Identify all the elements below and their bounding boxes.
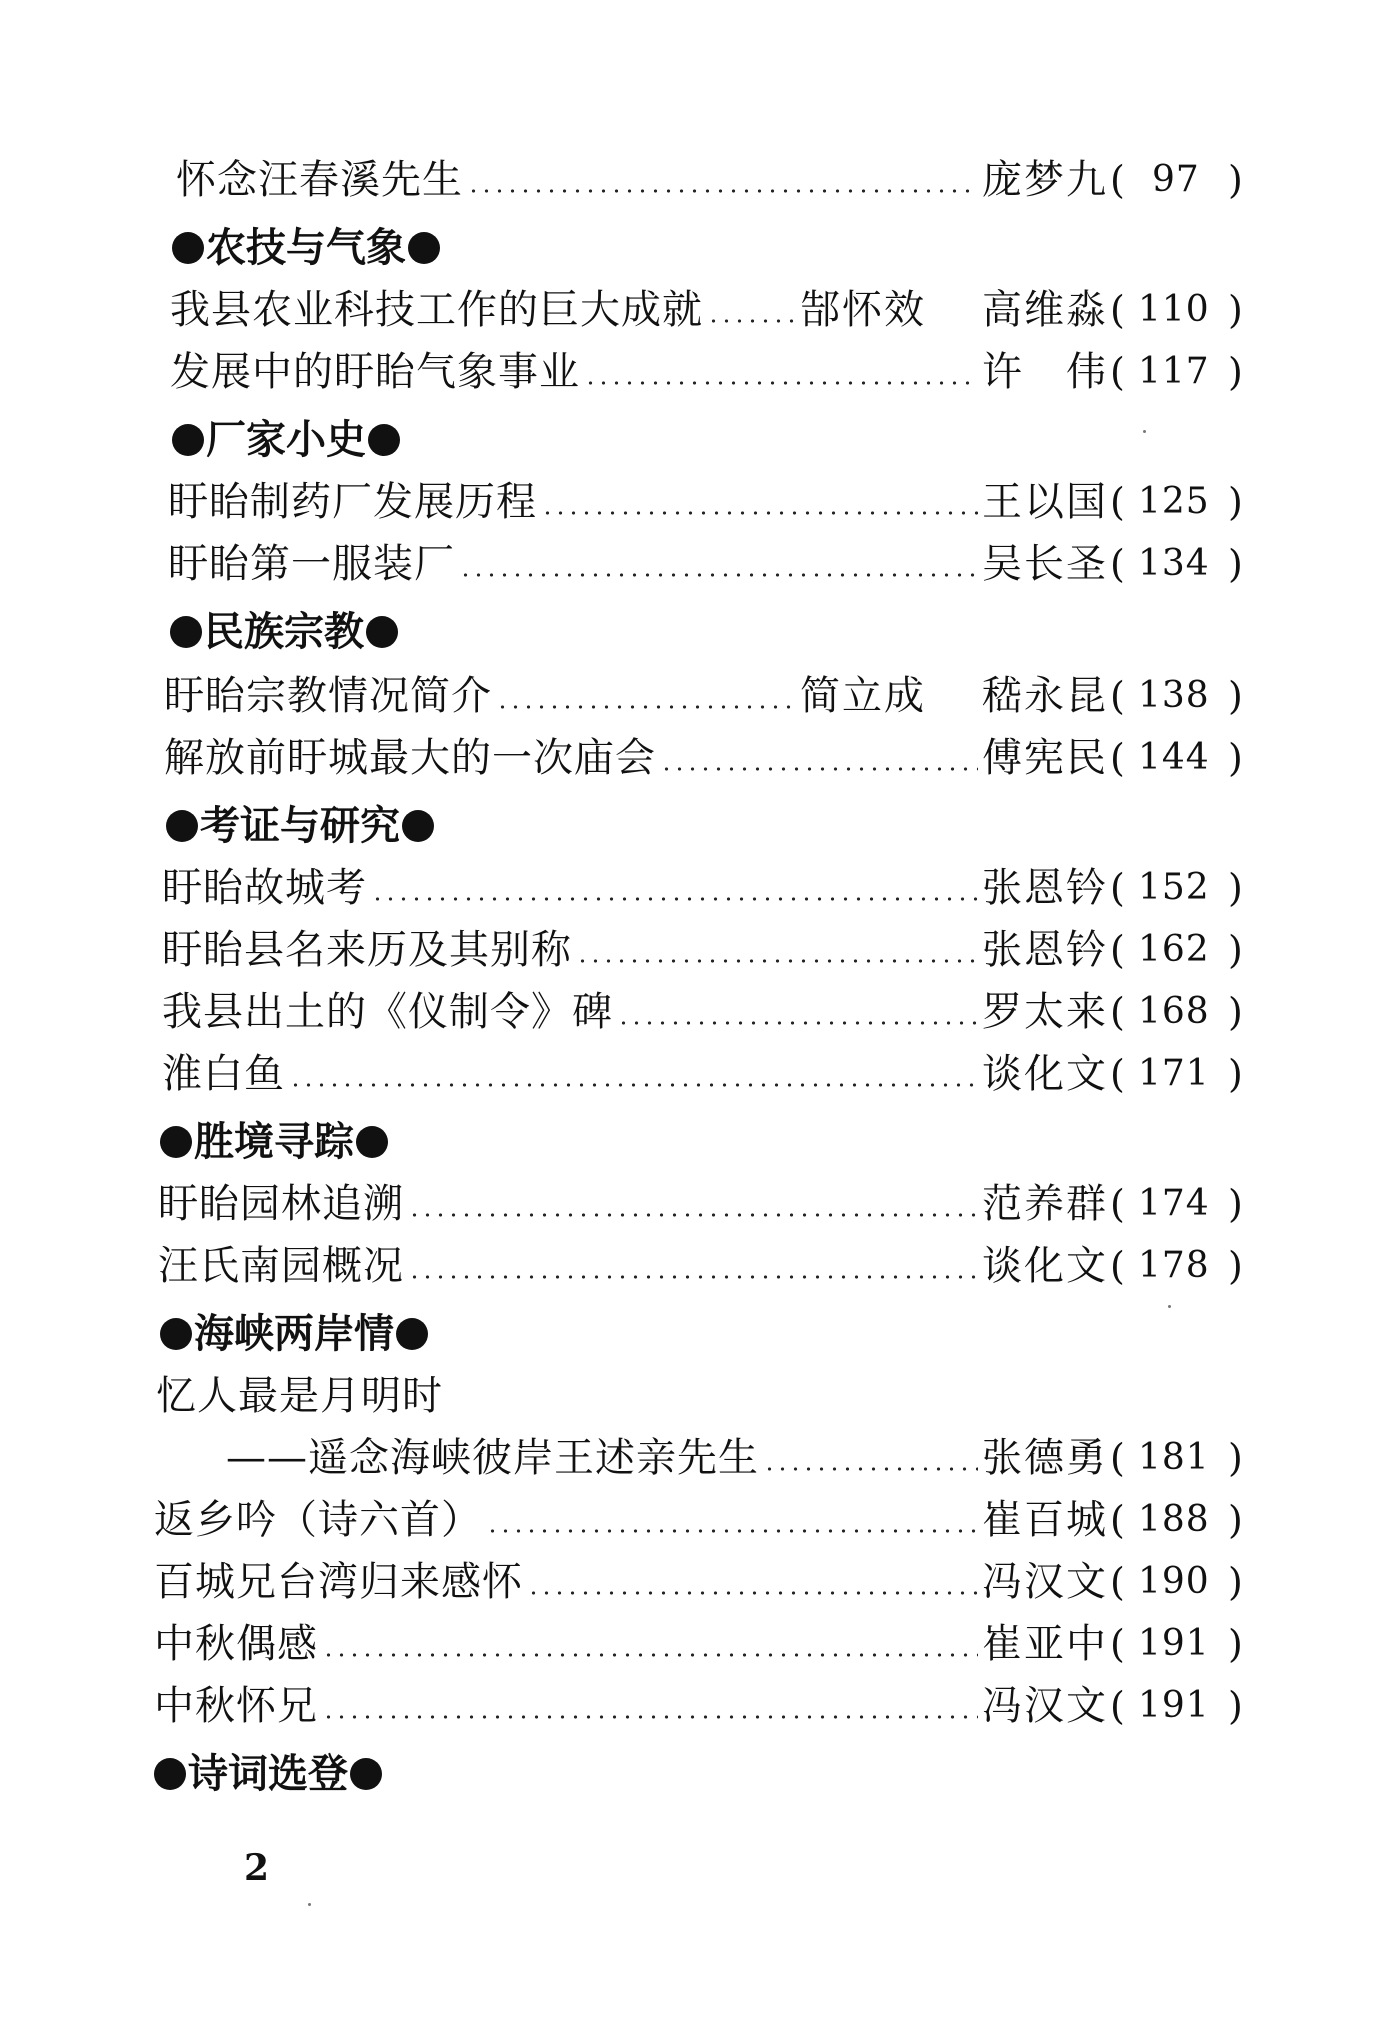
section-title: 胜境寻踪 bbox=[194, 1119, 354, 1165]
page-paren: ( bbox=[1110, 1684, 1125, 1728]
bullet-icon bbox=[172, 232, 204, 264]
entry-page-number: 174 bbox=[1138, 1183, 1210, 1224]
entry-title-text: 淮白鱼 bbox=[162, 1051, 285, 1097]
leader-dots bbox=[541, 510, 978, 516]
entry-author: 罗太来 bbox=[982, 989, 1108, 1035]
page-paren: ) bbox=[1228, 1498, 1243, 1542]
bullet-icon bbox=[368, 424, 400, 456]
entry-title bbox=[164, 664, 492, 728]
entry-author: 冯汉文 bbox=[982, 1683, 1108, 1729]
page-paren: ) bbox=[1228, 1052, 1243, 1096]
bullet-icon bbox=[160, 1126, 192, 1158]
toc-entry bbox=[0, 726, 1382, 790]
entry-title bbox=[170, 340, 580, 404]
toc-entry bbox=[0, 1550, 1382, 1614]
entry-title bbox=[156, 1364, 443, 1428]
page-paren: ( bbox=[1110, 990, 1125, 1034]
entry-page-number: 152 bbox=[1138, 867, 1210, 908]
leader-dots bbox=[486, 1528, 978, 1534]
toc-entry bbox=[0, 1674, 1382, 1738]
entry-title bbox=[158, 1172, 404, 1236]
entry-title bbox=[162, 1042, 285, 1106]
page-paren: ) bbox=[1228, 1182, 1243, 1226]
section-heading bbox=[0, 1302, 1382, 1366]
section-heading bbox=[0, 216, 1382, 280]
entry-author: 吴长圣 bbox=[982, 541, 1108, 587]
section-title: 厂家小史 bbox=[206, 417, 366, 463]
page-paren: ( bbox=[1110, 674, 1125, 718]
entry-page-number: 188 bbox=[1138, 1499, 1210, 1540]
entry-page-number: 178 bbox=[1138, 1245, 1210, 1286]
toc-entry bbox=[0, 1612, 1382, 1676]
entry-page-number: 168 bbox=[1138, 991, 1210, 1032]
page-paren: ) bbox=[1228, 1622, 1243, 1666]
leader-dots bbox=[408, 1274, 978, 1280]
bullet-icon bbox=[402, 810, 434, 842]
entry-author: 冯汉文 bbox=[982, 1559, 1108, 1605]
page-paren: ) bbox=[1228, 1560, 1243, 1604]
entry-page-number: 138 bbox=[1138, 675, 1210, 716]
leader-dots bbox=[408, 1212, 978, 1218]
page-paren: ) bbox=[1228, 480, 1243, 524]
entry-author: 嵇永昆 bbox=[982, 673, 1108, 719]
leader-dots bbox=[322, 1652, 978, 1658]
entry-title-text: 盱眙县名来历及其别称 bbox=[162, 927, 572, 973]
entry-title bbox=[176, 148, 463, 212]
toc-entry bbox=[0, 1042, 1382, 1106]
entry-author: 庞梦九 bbox=[982, 157, 1108, 203]
bullet-icon bbox=[408, 232, 440, 264]
entry-title-text: 我县出土的《仪制令》碑 bbox=[162, 989, 613, 1035]
section-label bbox=[164, 794, 436, 858]
toc-entry bbox=[0, 532, 1382, 596]
page-paren: ( bbox=[1110, 1560, 1125, 1604]
entry-author: 崔亚中 bbox=[982, 1621, 1108, 1667]
toc-entry bbox=[0, 980, 1382, 1044]
entry-page-number: 191 bbox=[1138, 1623, 1210, 1664]
bullet-icon bbox=[172, 424, 204, 456]
leader-dots bbox=[660, 766, 978, 772]
leader-dots bbox=[289, 1082, 978, 1088]
entry-title-text: 中秋怀兄 bbox=[154, 1683, 318, 1729]
page-paren: ( bbox=[1110, 1244, 1125, 1288]
toc-entry bbox=[0, 1364, 1382, 1428]
leader-dots bbox=[763, 1466, 978, 1472]
page-paren: ) bbox=[1228, 866, 1243, 910]
entry-page-number: 162 bbox=[1138, 929, 1210, 970]
section-title: 农技与气象 bbox=[206, 225, 406, 271]
entry-title-text: 发展中的盱眙气象事业 bbox=[170, 349, 580, 395]
entry-page-number: 134 bbox=[1138, 543, 1210, 584]
page-paren: ( bbox=[1110, 1436, 1125, 1480]
page-paren: ( bbox=[1110, 866, 1125, 910]
section-heading bbox=[0, 1110, 1382, 1174]
page-paren: ( bbox=[1110, 1498, 1125, 1542]
bullet-icon bbox=[170, 616, 202, 648]
entry-author: 傅宪民 bbox=[982, 735, 1108, 781]
bullet-icon bbox=[166, 810, 198, 842]
bullet-icon bbox=[154, 1758, 186, 1790]
entry-page-number: 125 bbox=[1138, 481, 1210, 522]
page-paren: ( bbox=[1110, 350, 1125, 394]
entry-title-text: ——遥念海峡彼岸王述亲先生 bbox=[226, 1435, 759, 1481]
entry-title bbox=[154, 1488, 482, 1552]
toc-entry bbox=[0, 148, 1382, 212]
leader-dots bbox=[459, 572, 978, 578]
section-title: 民族宗教 bbox=[204, 609, 364, 655]
page-paren: ) bbox=[1228, 928, 1243, 972]
page-paren: ( bbox=[1110, 480, 1125, 524]
entry-author: 崔百城 bbox=[982, 1497, 1108, 1543]
section-title: 海峡两岸情 bbox=[194, 1311, 394, 1357]
page-paren: ) bbox=[1228, 1436, 1243, 1480]
page-paren: ) bbox=[1228, 350, 1243, 394]
page-paren: ( bbox=[1110, 736, 1125, 780]
page-paren: ( bbox=[1110, 1622, 1125, 1666]
bullet-icon bbox=[356, 1126, 388, 1158]
entry-title-text: 汪氏南园概况 bbox=[158, 1243, 404, 1289]
entry-author: 王以国 bbox=[982, 479, 1108, 525]
page-paren: ) bbox=[1228, 1684, 1243, 1728]
toc-entry bbox=[0, 664, 1382, 728]
scan-speck bbox=[1168, 1305, 1171, 1308]
page-paren: ( bbox=[1110, 1052, 1125, 1096]
page-paren: ( bbox=[1110, 158, 1125, 202]
page-paren: ) bbox=[1228, 1244, 1243, 1288]
entry-author: 张恩钤 bbox=[982, 927, 1108, 973]
entry-page-number: 190 bbox=[1138, 1561, 1210, 1602]
section-heading bbox=[0, 408, 1382, 472]
entry-title bbox=[154, 1612, 318, 1676]
section-label bbox=[170, 216, 442, 280]
toc-entry bbox=[0, 470, 1382, 534]
entry-author: 许 伟 bbox=[982, 349, 1108, 395]
entry-title-text: 中秋偶感 bbox=[154, 1621, 318, 1667]
bullet-icon bbox=[366, 616, 398, 648]
page-paren: ( bbox=[1110, 928, 1125, 972]
page-paren: ( bbox=[1110, 542, 1125, 586]
entry-title bbox=[154, 1674, 318, 1738]
page-paren: ( bbox=[1110, 288, 1125, 332]
entry-title-text: 返乡吟（诗六首） bbox=[154, 1497, 482, 1543]
entry-title bbox=[158, 1234, 404, 1298]
section-heading bbox=[0, 1742, 1382, 1806]
entry-author: 张德勇 bbox=[982, 1435, 1108, 1481]
entry-title-text: 盱眙宗教情况简介 bbox=[164, 673, 492, 719]
entry-title bbox=[162, 856, 367, 920]
leader-dots bbox=[707, 318, 796, 324]
section-heading bbox=[0, 794, 1382, 858]
toc-entry bbox=[0, 1426, 1382, 1490]
entry-coauthor: 郜怀效 bbox=[800, 287, 926, 333]
section-heading bbox=[0, 600, 1382, 664]
entry-coauthor: 简立成 bbox=[800, 673, 926, 719]
leader-dots bbox=[584, 380, 978, 386]
entry-page-number: 171 bbox=[1138, 1053, 1210, 1094]
entry-title-text: 盱眙故城考 bbox=[162, 865, 367, 911]
entry-title bbox=[164, 726, 656, 790]
entry-title-text: 盱眙第一服装厂 bbox=[168, 541, 455, 587]
bullet-icon bbox=[350, 1758, 382, 1790]
bullet-icon bbox=[160, 1318, 192, 1350]
entry-author: 范养群 bbox=[982, 1181, 1108, 1227]
leader-dots bbox=[617, 1020, 978, 1026]
toc-entry bbox=[0, 856, 1382, 920]
scan-speck bbox=[308, 1903, 311, 1906]
section-label bbox=[158, 1110, 390, 1174]
leader-dots bbox=[527, 1590, 978, 1596]
section-label bbox=[170, 408, 402, 472]
entry-title bbox=[162, 980, 613, 1044]
entry-title bbox=[168, 470, 537, 534]
entry-title-text: 我县农业科技工作的巨大成就 bbox=[170, 287, 703, 333]
page-paren: ) bbox=[1228, 288, 1243, 332]
entry-title-text: 解放前盱城最大的一次庙会 bbox=[164, 735, 656, 781]
toc-entry bbox=[0, 1172, 1382, 1236]
page-paren: ) bbox=[1228, 990, 1243, 1034]
entry-author: 高维淼 bbox=[982, 287, 1108, 333]
entry-page-number: 117 bbox=[1138, 351, 1210, 392]
page-paren: ( bbox=[1110, 1182, 1125, 1226]
page-number: 2 bbox=[244, 1847, 270, 1889]
section-title: 考证与研究 bbox=[200, 803, 400, 849]
entry-page-number: 191 bbox=[1138, 1685, 1210, 1726]
entry-title-text: 盱眙制药厂发展历程 bbox=[168, 479, 537, 525]
page-paren: ) bbox=[1228, 736, 1243, 780]
leader-dots bbox=[576, 958, 978, 964]
bullet-icon bbox=[396, 1318, 428, 1350]
entry-title bbox=[162, 918, 572, 982]
entry-author: 谈化文 bbox=[982, 1243, 1108, 1289]
entry-page-number: 181 bbox=[1138, 1437, 1210, 1478]
entry-title bbox=[154, 1550, 523, 1614]
entry-title bbox=[168, 532, 455, 596]
toc-entry bbox=[0, 1234, 1382, 1298]
leader-dots bbox=[467, 188, 978, 194]
entry-title-text: 盱眙园林追溯 bbox=[158, 1181, 404, 1227]
section-title: 诗词选登 bbox=[188, 1751, 348, 1797]
scan-speck bbox=[1143, 430, 1146, 433]
entry-page-number: 144 bbox=[1138, 737, 1210, 778]
leader-dots bbox=[496, 704, 796, 710]
entry-title bbox=[226, 1426, 759, 1490]
section-label bbox=[152, 1742, 384, 1806]
page-paren: ) bbox=[1228, 542, 1243, 586]
entry-page-number: 110 bbox=[1138, 289, 1210, 330]
page-paren: ) bbox=[1228, 158, 1243, 202]
toc-entry bbox=[0, 918, 1382, 982]
entry-title-text: 百城兄台湾归来感怀 bbox=[154, 1559, 523, 1605]
section-label bbox=[158, 1302, 430, 1366]
leader-dots bbox=[371, 896, 978, 902]
entry-page-number: 97 bbox=[1152, 159, 1200, 200]
entry-title-text: 怀念汪春溪先生 bbox=[176, 157, 463, 203]
entry-title-text: 忆人最是月明时 bbox=[156, 1373, 443, 1419]
entry-author: 谈化文 bbox=[982, 1051, 1108, 1097]
toc-entry bbox=[0, 278, 1382, 342]
entry-author: 张恩钤 bbox=[982, 865, 1108, 911]
toc-entry bbox=[0, 340, 1382, 404]
toc-entry bbox=[0, 1488, 1382, 1552]
entry-title bbox=[170, 278, 703, 342]
leader-dots bbox=[322, 1714, 978, 1720]
section-label bbox=[168, 600, 400, 664]
page-paren: ) bbox=[1228, 674, 1243, 718]
